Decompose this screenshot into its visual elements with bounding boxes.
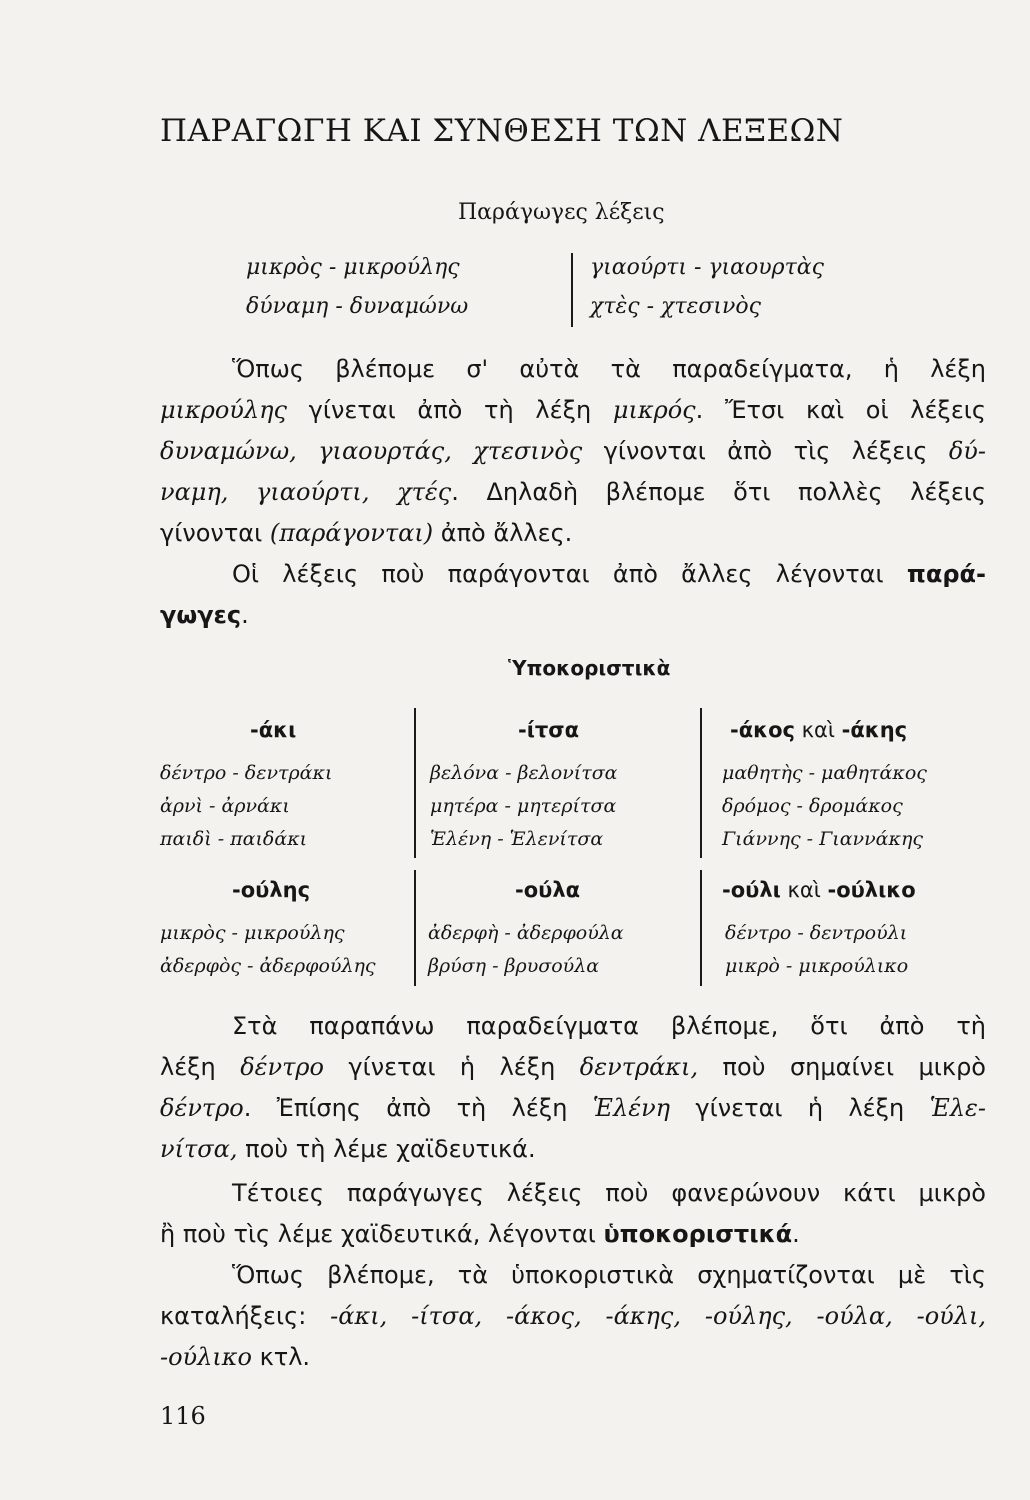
table1-header: -άκι (250, 718, 297, 742)
paragraph-5-line: καταλήξεις: -άκι, -ίτσα, -άκος, -άκης, -ούλης, -ούλα, -ούλι, (160, 1302, 986, 1330)
paragraph-2-line: Οἱ λέξεις ποὺ παράγονται ἀπὸ ἄλλες λέγονται παρά- (232, 560, 986, 588)
table2-cell: βρύση - βρυσούλα (428, 955, 600, 977)
paragraph-1-line: ναμη, γιαούρτι, χτές. Δηλαδὴ βλέπομε ὅτι πολλὲς λέξεις (160, 478, 987, 506)
paragraph-3-line: Στὰ παραπάνω παραδείγματα βλέπομε, ὅτι ἀπὸ τὴ (232, 1012, 986, 1040)
table1-cell: παιδὶ - παιδάκι (160, 828, 308, 850)
column-divider (414, 708, 416, 858)
column-divider (700, 870, 702, 986)
table1-header: -ίτσα (518, 718, 580, 742)
table2-cell: ἀδερφὸς - ἀδερφούλης (160, 955, 376, 977)
table2-header: -ούλι καὶ -ούλικο (722, 878, 916, 902)
paragraph-1-line: μικρούλης γίνεται ἀπὸ τὴ λέξη μικρός. Ἔτσι καὶ οἱ λέξεις (160, 396, 986, 424)
table2-cell: δέντρο - δεντρούλι (725, 922, 908, 944)
example-cell: μικρὸς - μικρούλης (246, 255, 460, 280)
example-cell: δύναμη - δυναμώνω (246, 294, 469, 319)
paragraph-1-line: Ὅπως βλέπομε σ' αὐτὰ τὰ παραδείγματα, ἡ λέξη (232, 355, 986, 383)
chapter-title: ΠΑΡΑΓΩΓΗ ΚΑΙ ΣΥΝΘΕΣΗ ΤΩΝ ΛΕΞΕΩΝ (160, 113, 844, 149)
paragraph-5-line: Ὅπως βλέπομε, τὰ ὑποκοριστικὰ σχηματίζονται μὲ τὶς (232, 1261, 986, 1289)
paragraph-2-line: γωγες. (160, 601, 249, 629)
example-cell: γιαούρτι - γιαουρτὰς (590, 255, 824, 280)
page-number: 116 (160, 1402, 206, 1430)
paragraph-5-line: -ούλικο κτλ. (160, 1343, 311, 1371)
paragraph-3-line: νίτσα, ποὺ τὴ λέμε χαϊδευτικά. (160, 1135, 536, 1163)
column-divider (700, 708, 702, 858)
paragraph-3-line: λέξη δέντρο γίνεται ἡ λέξη δεντράκι, ποὺ σημαίνει μικρὸ (160, 1053, 986, 1081)
table1-cell: ἀρνὶ - ἀρνάκι (160, 795, 290, 817)
derivatives-heading: Παράγωγες λέξεις (458, 200, 665, 225)
table1-cell: βελόνα - βελονίτσα (430, 762, 618, 784)
table2-cell: ἀδερφὴ - ἀδερφούλα (428, 922, 624, 944)
paragraph-1-line: δυναμώνω, γιαουρτάς, χτεσινὸς γίνονται ἀπὸ τὶς λέξεις δύ- (160, 437, 987, 465)
table1-cell: μητέρα - μητερίτσα (430, 795, 617, 817)
column-divider (414, 870, 416, 986)
diminutives-heading: Ὑποκοριστικὰ (508, 656, 671, 680)
table1-header: -άκος καὶ -άκης (730, 718, 908, 742)
example-cell: χτὲς - χτεσινὸς (590, 294, 761, 319)
paragraph-4-line: ἢ ποὺ τὶς λέμε χαϊδευτικά, λέγονται ὑποκοριστικά. (160, 1220, 800, 1248)
paragraph-3-line: δέντρο. Ἐπίσης ἀπὸ τὴ λέξη Ἑλένη γίνεται ἡ λέξη Ἑλε- (160, 1094, 987, 1122)
table2-cell: μικρὸ - μικρούλικο (725, 955, 909, 977)
column-divider (571, 253, 573, 327)
table1-cell: Ἑλένη - Ἑλενίτσα (430, 828, 604, 850)
table2-header: -ούλης (232, 878, 311, 902)
table1-cell: δέντρο - δεντράκι (160, 762, 333, 784)
table2-cell: μικρὸς - μικρούλης (160, 922, 345, 944)
table1-cell: μαθητὴς - μαθητάκος (722, 762, 927, 784)
paragraph-4-line: Τέτοιες παράγωγες λέξεις ποὺ φανερώνουν κάτι μικρὸ (232, 1179, 986, 1207)
paragraph-1-line: γίνονται (παράγονται) ἀπὸ ἄλλες. (160, 519, 573, 547)
table1-cell: δρόμος - δρομάκος (722, 795, 903, 817)
table1-cell: Γιάννης - Γιαννάκης (722, 828, 923, 850)
table2-header: -ούλα (515, 878, 581, 902)
